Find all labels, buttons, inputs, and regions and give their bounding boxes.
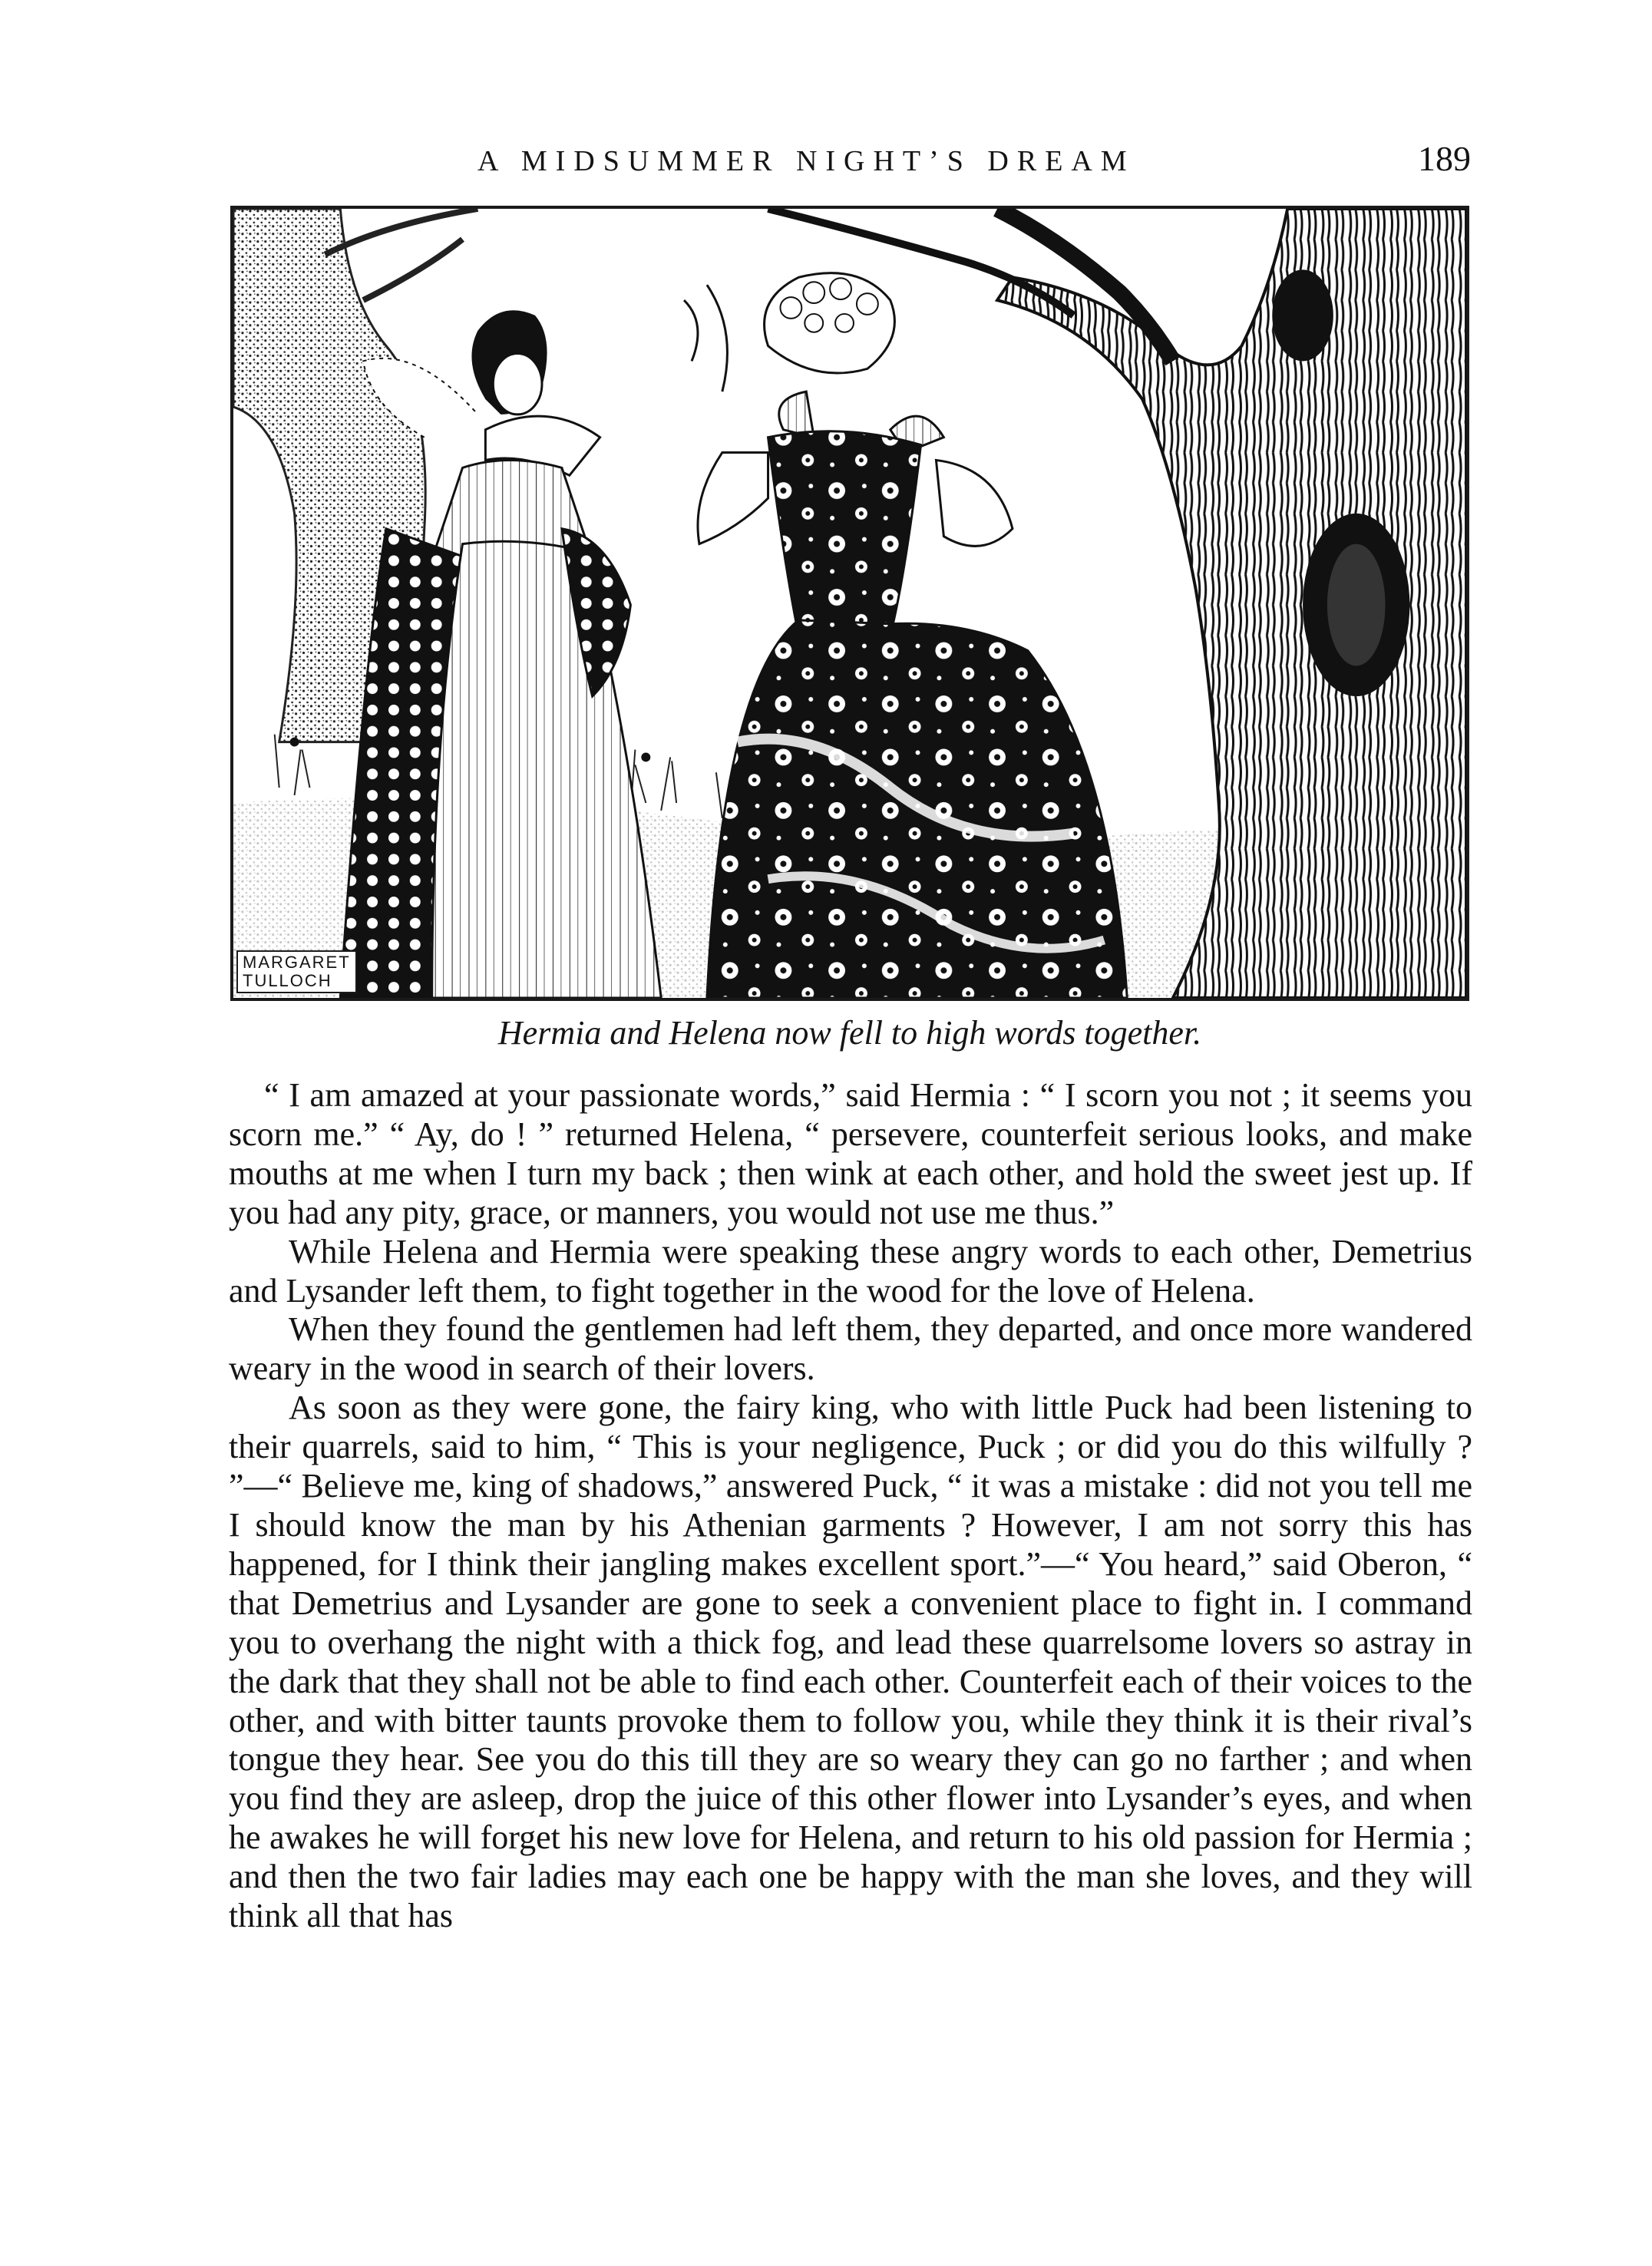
paragraph: As soon as they were gone, the fairy king, who with little Puck had been listening to their quarrels, said to him, “ This is your negligence, Puck ; or did you do this wilfully ? ”—“ Believe me, king of shadows,” answered Puck, “ it was a mistake : did not you tell me I should know the man by his Athenian garments ? However, I am not sorry this has happened, for I think their jangling makes excellent sport.”—“ You heard,” said Oberon, “ that Demetrius and Lysander are gone to seek a convenient place to fight in. I command you to overhang the night with a thick fog, and lead these quarrelsome lovers so astray in the dark that they shall not be able to find each other. Counterfeit each of their voices to the other, and with bitter taunts provoke them to follow you, while they think it is their rival’s tongue they hear. See you do this till they are so weary they can go no farther ; and when you find they are asleep, drop the juice of this other flower into Lysander’s eyes, and when he awakes he will forget his new love for Helena, and return to his old passion for Hermia ; and then the two fair ladies may each one be happy with the man she loves, and they will think all that has: [229, 1389, 1472, 1935]
signature-line-1: MARGARET: [243, 953, 351, 972]
running-title: A MIDSUMMER NIGHT’S DREAM: [477, 145, 1135, 177]
illustration: [230, 206, 1469, 1001]
artist-signature: [236, 950, 357, 993]
illustration-drawing: [233, 209, 1466, 998]
signature-line-2: TULLOCH: [243, 971, 332, 990]
body-text: [229, 1076, 1472, 1936]
running-head: [227, 138, 1471, 184]
illustration-caption: Hermia and Helena now fell to high words together.: [497, 1014, 1202, 1052]
paragraph: When they found the gentlemen had left them, they departed, and once more wandered weary in the wood in search of their lovers.: [229, 1310, 1472, 1388]
paragraph: “ I am amazed at your passionate words,” said Hermia : “ I scorn you not ; it seems you scorn me.” “ Ay, do ! ” returned Helena, “ persevere, counterfeit serious looks, and make mouths at me when I turn my back ; then wink at each other, and hold the sweet jest up. If you had any pity, grace, or manners, you would not use me thus.”: [229, 1076, 1472, 1231]
page-number: 189: [1418, 139, 1471, 178]
paragraph: While Helena and Hermia were speaking these angry words to each other, Demetrius and Lysander left them, to fight together in the wood for the love of Helena.: [229, 1232, 1472, 1310]
